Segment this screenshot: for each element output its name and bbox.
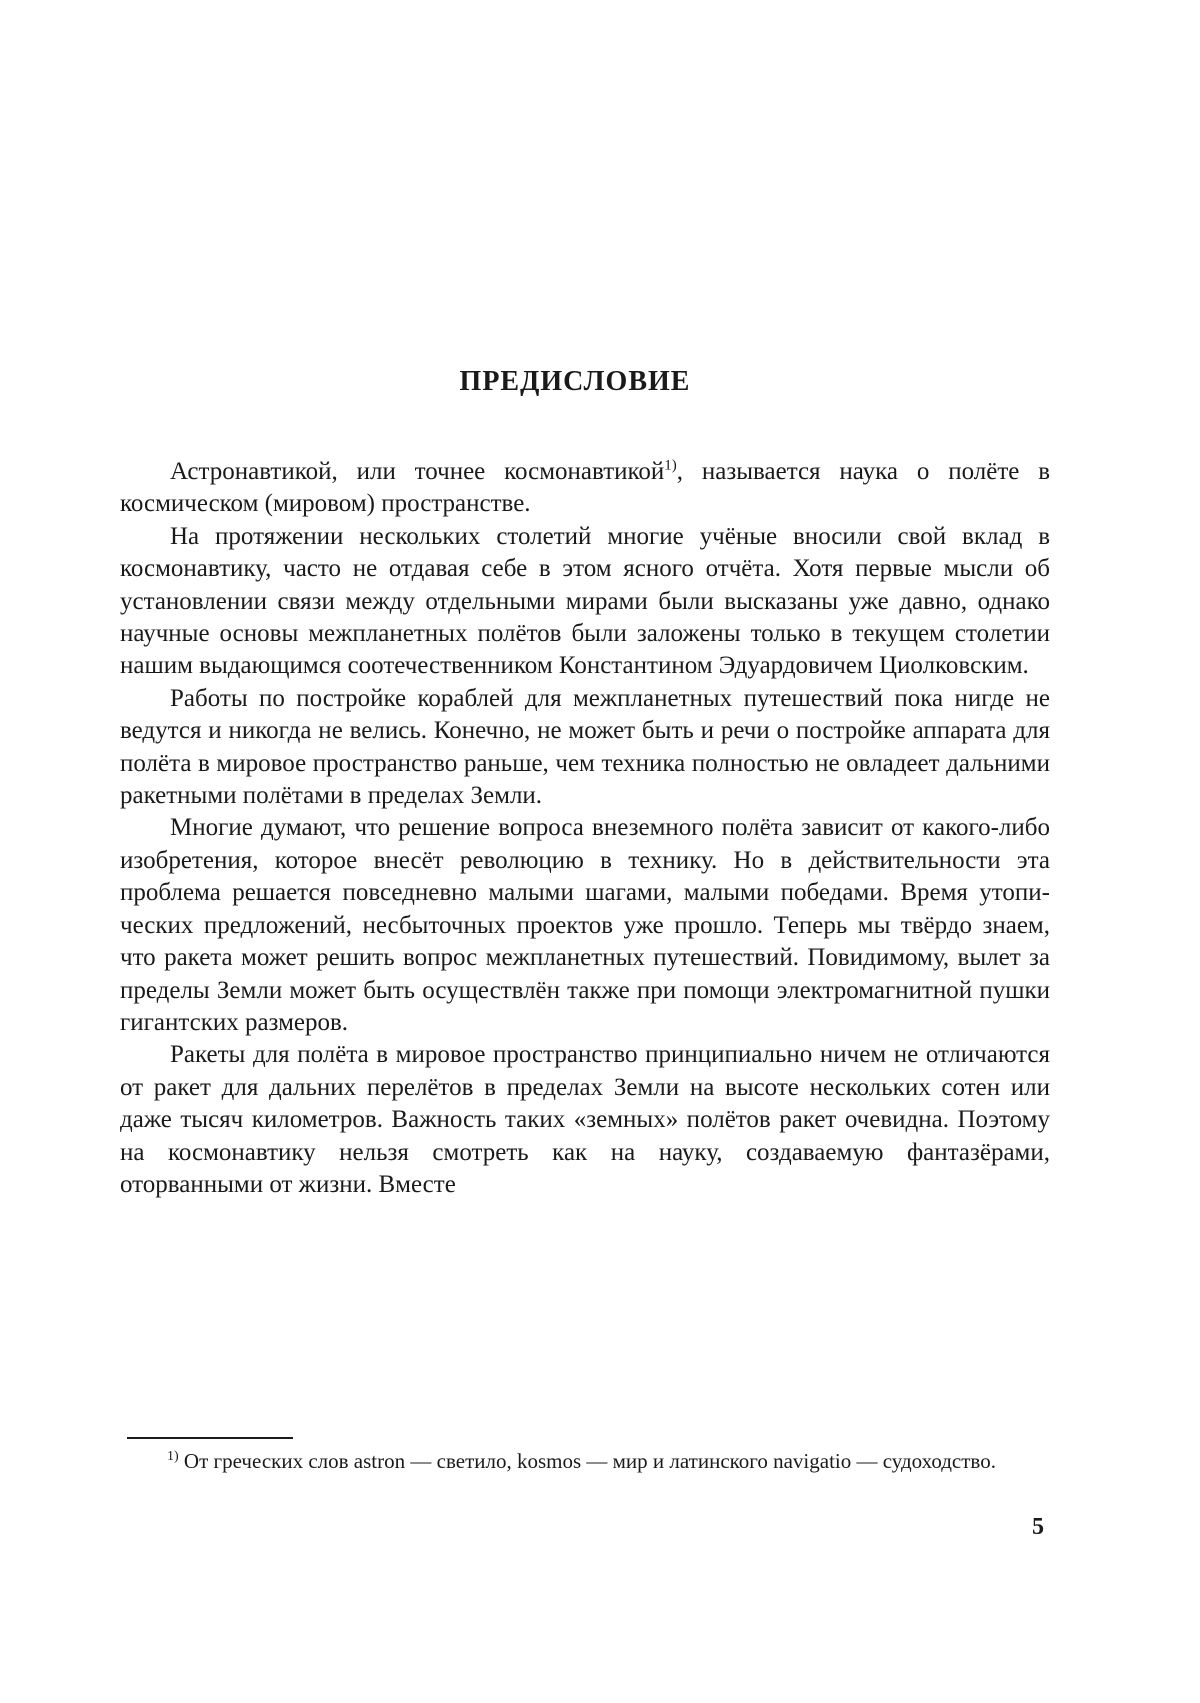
footnote-text: От греческих слов astron — светило, kosmos — мир и латинского navigatio — судоходство. — [178, 1449, 996, 1473]
footnote-reference: 1) — [664, 457, 677, 474]
paragraph-1-text-end: , называется наука о полёте в космическом (мировом) пространстве. — [120, 458, 1051, 518]
paragraph-1-text-start: Астронавтикой, или точнее космонавтикой — [170, 458, 665, 485]
paragraph-4: Многие думают, что решение вопроса внеземного полёта зависит от какого-либо изобретения, которое внесёт революцию в технику. Но в действительности эта проблема решается повседневно малыми шагами, малыми победами. Время утопических предложений, несбыточных проектов уже прошло. Теперь мы твёрдо знаем, что ракета может решить вопрос межпланетных путешествий. Повидимому, вылет за пределы Земли может быть осуществлён также при помощи электромагнитной пушки гигантских размеров. — [120, 814, 1050, 1036]
paragraph-3: Работы по постройке кораблей для межпланетных путешествий пока нигде не ведутся и никогда не велись. Конечно, не может быть и речи о постройке аппарата для полёта в мировое пространство раньше, чем техника полностью не овладеет дальними ракетными полётами в пределах Земли. — [120, 684, 1050, 810]
paragraph-5: Ракеты для полёта в мировое пространство принципиально ничем не отличаются от ракет для дальних перелётов в пределах Земли на высоте нескольких сотен или даже тысяч километров. Важность таких «земных» полётов ракет очевидна. Поэтому на космонавтику нельзя смотреть как на науку, создаваемую фантазёрами, оторванными от жизни. Вместе — [120, 1041, 1050, 1198]
page-title: ПРЕДИСЛОВИЕ — [459, 366, 691, 397]
page-number: 5 — [1032, 1514, 1044, 1540]
footnote-mark: 1) — [167, 1449, 179, 1464]
paragraph-2: На протяжении нескольких столетий многие учёные вносили свой вклад в космонавтику, часто не отдавая себе в этом ясного отчёта. Хотя первые мысли об установлении связи между отдельными мирами были высказаны уже давно, однако научные основы межпланетных полётов были заложены только в текущем столетии нашим выдающимся соотечественником Константином Эдуардовичем Циолковским. — [120, 522, 1050, 680]
footnote — [127, 1447, 1050, 1475]
paragraph-1 — [120, 456, 1050, 521]
body-text — [120, 456, 1050, 1201]
footnote-divider — [127, 1437, 293, 1439]
